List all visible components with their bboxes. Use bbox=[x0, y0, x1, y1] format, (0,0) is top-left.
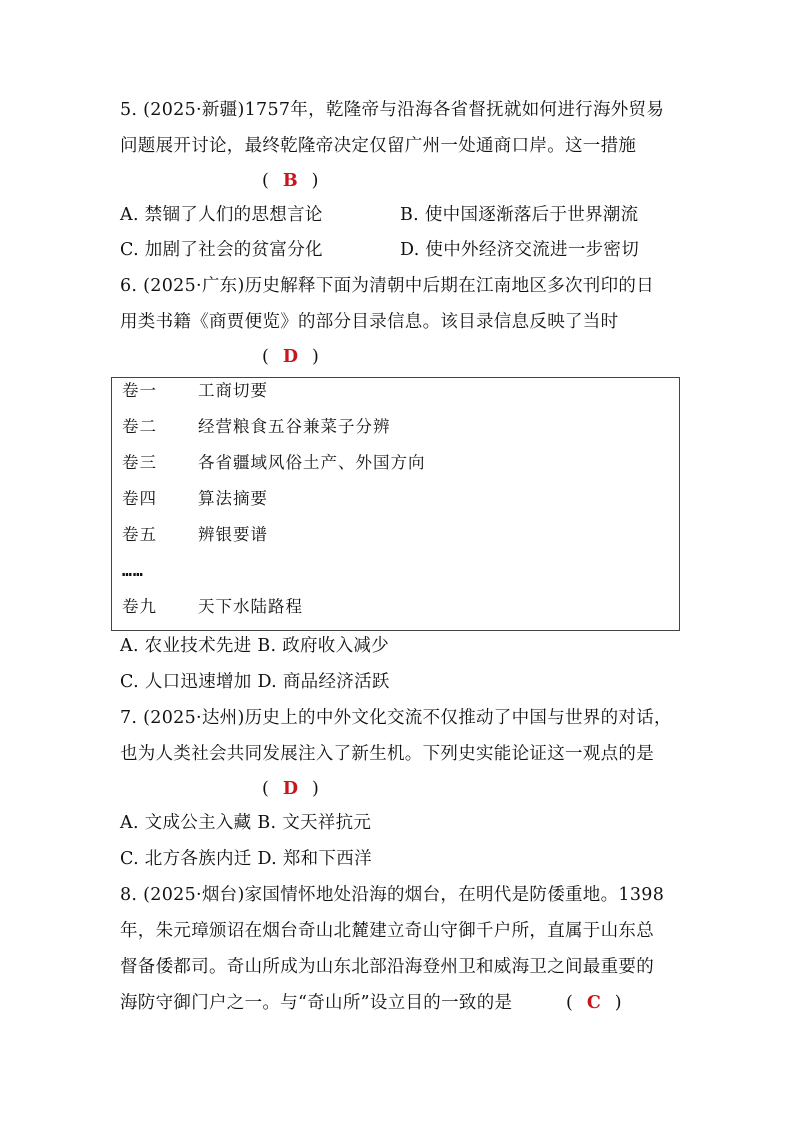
toc-volume: 卷九 bbox=[122, 597, 157, 616]
q7-stem-line-1: 7. (2025·达州)历史上的中外文化交流不仅推动了中国与世界的对话， bbox=[120, 708, 672, 728]
q5-option-b: B. 使中国逐渐落后于世界潮流 bbox=[400, 205, 639, 225]
q8-stem-line-2: 年，朱元璋颁诏在烟台奇山北麓建立奇山守御千户所，直属于山东总 bbox=[120, 921, 654, 941]
q6-stem-line-1: 6. (2025·广东)历史解释下面为清朝中后期在江南地区多次刊印的日 bbox=[120, 276, 655, 296]
paren-open: ( bbox=[262, 779, 269, 799]
q7-answer: D bbox=[282, 779, 299, 799]
q5-option-d: D. 使中外经济交流进一步密切 bbox=[400, 240, 640, 260]
q7-stem-line-2: 也为人类社会共同发展注入了新生机。下列史实能论证这一观点的是 bbox=[120, 744, 654, 764]
toc-row bbox=[122, 380, 268, 402]
paren-close: ) bbox=[311, 171, 319, 191]
q5-answer: B bbox=[282, 171, 298, 191]
paren-close: ) bbox=[312, 347, 319, 367]
toc-row bbox=[122, 596, 303, 618]
q5-stem-line-1: 5. (2025·新疆)1757年，乾隆帝与沿海各省督抚就如何进行海外贸易 bbox=[120, 100, 665, 120]
q6-answer: D bbox=[282, 347, 299, 367]
paren-open: ( bbox=[566, 993, 573, 1013]
toc-volume: 卷五 bbox=[122, 525, 157, 544]
q7-answer-bracket bbox=[262, 777, 319, 801]
toc-row bbox=[122, 452, 426, 474]
toc-title: 天下水陆路程 bbox=[198, 597, 303, 616]
paren-open: ( bbox=[262, 347, 269, 367]
q6-stem-line-2: 用类书籍《商贾便览》的部分目录信息。该目录信息反映了当时 bbox=[120, 312, 619, 332]
q8-stem-line-3: 督备倭都司。奇山所成为山东北部沿海登州卫和威海卫之间最重要的 bbox=[120, 957, 654, 977]
q8-stem-line-4: 海防守御门户之一。与“奇山所”设立目的一致的是 bbox=[120, 993, 513, 1013]
toc-title: 各省疆域风俗土产、外国方向 bbox=[198, 453, 426, 472]
paren-close: ) bbox=[312, 779, 319, 799]
q5-answer-bracket bbox=[262, 169, 318, 193]
q6-table-of-contents-box bbox=[111, 377, 680, 631]
toc-volume: …… bbox=[122, 561, 144, 580]
paren-close: ) bbox=[614, 993, 622, 1013]
q6-answer-bracket bbox=[262, 345, 319, 369]
toc-volume: 卷四 bbox=[122, 489, 157, 508]
q6-options-cd: C. 人口迅速增加 D. 商品经济活跃 bbox=[120, 672, 390, 692]
q7-options-ab: A. 文成公主入藏 B. 文天祥抗元 bbox=[120, 813, 372, 833]
q8-answer: C bbox=[586, 993, 601, 1013]
q5-option-a: A. 禁锢了人们的思想言论 bbox=[120, 205, 323, 225]
q5-stem-line-2: 问题展开讨论，最终乾隆帝决定仅留广州一处通商口岸。这一措施 bbox=[120, 136, 637, 156]
toc-row bbox=[122, 488, 268, 510]
toc-title: 辨银要谱 bbox=[198, 525, 268, 544]
toc-volume: 卷一 bbox=[122, 381, 157, 400]
toc-title: 工商切要 bbox=[198, 381, 268, 400]
q6-options-ab: A. 农业技术先进 B. 政府收入减少 bbox=[120, 636, 390, 656]
q5-option-c: C. 加剧了社会的贫富分化 bbox=[120, 240, 323, 260]
paren-open: ( bbox=[262, 171, 269, 191]
toc-row bbox=[122, 524, 268, 546]
toc-volume: 卷二 bbox=[122, 417, 157, 436]
q8-stem-line-1: 8. (2025·烟台)家国情怀地处沿海的烟台，在明代是防倭重地。1398 bbox=[120, 885, 665, 905]
toc-row bbox=[122, 416, 391, 438]
q8-answer-bracket bbox=[566, 991, 622, 1015]
toc-volume: 卷三 bbox=[122, 453, 157, 472]
toc-row-ellipsis bbox=[122, 560, 198, 582]
toc-title: 算法摘要 bbox=[198, 489, 268, 508]
toc-title: 经营粮食五谷兼菜子分辨 bbox=[198, 417, 391, 436]
q7-options-cd: C. 北方各族内迁 D. 郑和下西洋 bbox=[120, 849, 372, 869]
